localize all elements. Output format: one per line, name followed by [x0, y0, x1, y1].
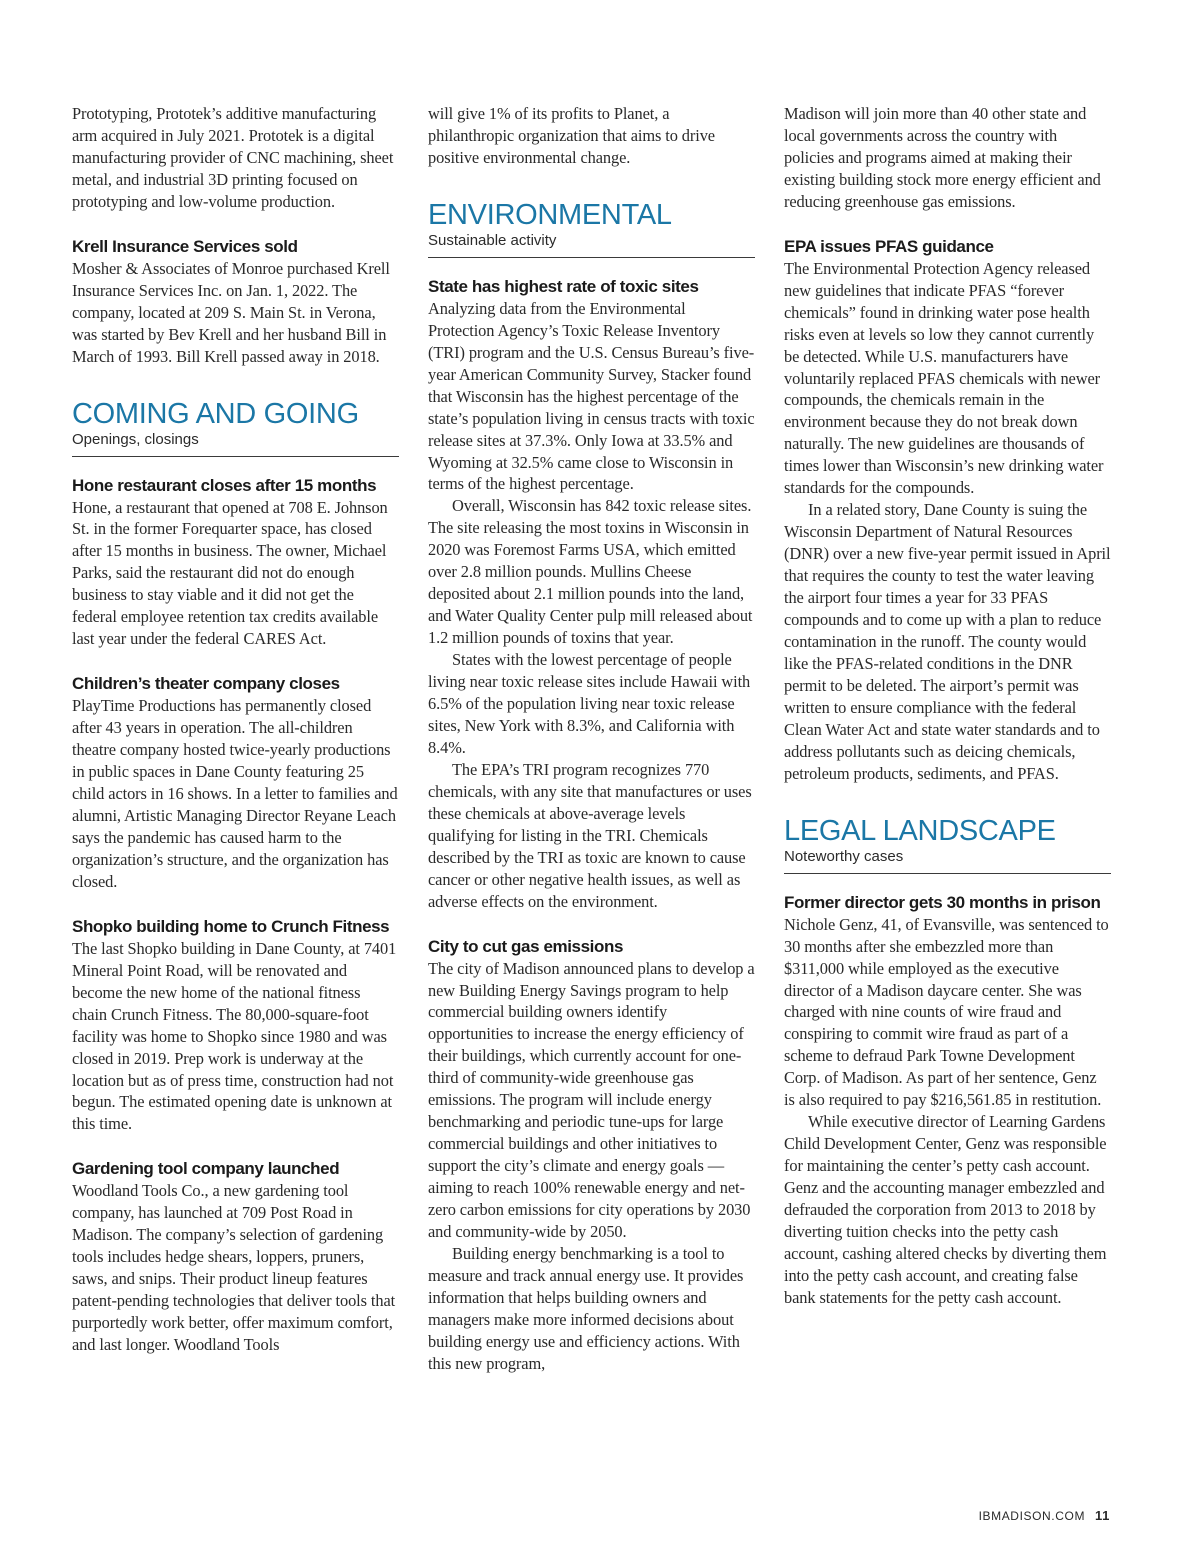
- article-headline: Former director gets 30 months in prison: [784, 892, 1101, 912]
- article-paragraph: Overall, Wisconsin has 842 toxic release sites. The site releasing the most toxins in Wisconsin in 2020 was Foremost Farms USA, which emitted over 2.8 million pounds. Mullins Cheese deposited about 2.1 million pounds into the land, and Water Quality Center pulp mill released about 1.2 million pounds of toxins that year.: [428, 496, 753, 648]
- page-number: 11: [1095, 1508, 1110, 1523]
- article-body: will give 1% of its profits to Planet, a philanthropic organization that aims to drive positive environmental change.: [428, 104, 715, 167]
- article-paragraph: Building energy benchmarking is a tool to measure and track annual energy use. It provides information that helps building owners and managers make more informed decisions about building energy use and efficiency actions. With this new program,: [428, 1243, 744, 1373]
- article-theater: [72, 672, 399, 893]
- article-headline: State has highest rate of toxic sites: [428, 276, 699, 296]
- article-woodland-continued: [428, 103, 755, 169]
- article-headline: Hone restaurant closes after 15 months: [72, 475, 377, 495]
- article-headline: Gardening tool company launched: [72, 1159, 340, 1179]
- article-body: Mosher & Associates of Monroe purchased Krell Insurance Services Inc. on Jan. 1, 2022. The company, located at 209 S. Main St. in Verona, was started by Bev Krell and her husband Bill in March of 1993. Bill Krell passed away in 2018.: [72, 258, 390, 366]
- article-headline: Shopko building home to Crunch Fitness: [72, 916, 390, 936]
- column-2: [428, 103, 755, 1397]
- article-gas-emissions: [428, 935, 755, 1375]
- section-subtitle: Openings, closings: [72, 430, 399, 457]
- article-paragraph: In a related story, Dane County is suing the Wisconsin Department of Natural Resources (DNR) over a new five-year permit issued in April that requires the county to test the water leaving the airport four times a year for 33 PFAS compounds and to come up with a plan to reduce contamination in the runoff. The county would like the PFAS-related conditions in the DNR permit to be deleted. The airport’s permit was written to ensure compliance with the federal Clean Water Act and state water standards and to address pollutants such as deicing chemicals, petroleum products, sediments, and PFAS.: [784, 500, 1111, 783]
- article-paragraph: The EPA’s TRI program recognizes 770 chemicals, with any site that manufactures or uses these chemicals at above-average levels qualifying for listing in the TRI. Chemicals described by the TRI as toxic are known to cause cancer or other negative health issues, as well as adverse effects on the environment.: [428, 759, 752, 911]
- article-paragraph: The city of Madison announced plans to develop a new Building Energy Savings program to help commercial building owners identify opportunities to increase the energy efficiency of their buildings, which currently account for one-third of community-wide greenhouse gas emissions. The program will include energy benchmarking and periodic tune-ups for large commercial buildings and other initiatives to support the city’s climate and energy goals — aiming to reach 100% renewable energy and net-zero carbon emissions for city operations by 2030 and community-wide by 2050.: [428, 958, 755, 1241]
- page-footer: [979, 1508, 1110, 1523]
- article-body: Woodland Tools Co., a new gardening tool company, has launched at 709 Post Road in Madison. The company’s selection of gardening tools includes hedge shears, loppers, pruners, saws, and snips. Their product lineup features patent-pending technologies that deliver tools that purportedly work better, offer maximum comfort, and last longer. Woodland Tools: [72, 1181, 396, 1355]
- article-body: PlayTime Productions has permanently closed after 43 years in operation. The all-children theatre company hosted twice-yearly productions in public spaces in Dane County featuring 25 child actors in 16 shows. In a letter to families and alumni, Artistic Managing Director Reyane Leach says the pandemic has caused harm to the organization’s structure, and the organization has closed.: [72, 696, 398, 891]
- article-paragraph: While executive director of Learning Gardens Child Development Center, Genz was responsible for maintaining the center’s petty cash account. Genz and the accounting manager embezzled and defrauded the corporation from 2013 to 2018 by diverting tuition checks into the petty cash account, cashing altered checks by diverting them into the petty cash account, and creating false bank statements for the petty cash account.: [784, 1112, 1107, 1307]
- article-krell: [72, 235, 399, 368]
- section-legal-landscape: [784, 815, 1111, 874]
- section-environmental: [428, 199, 755, 258]
- article-body: Hone, a restaurant that opened at 708 E. Johnson St. in the former Forequarter space, has closed after 15 months in business. The owner, Michael Parks, said the restaurant did not do enough business to stay viable and it did not get the federal employee retention tax credits available last year under the federal CARES Act.: [72, 497, 388, 649]
- article-genz: [784, 891, 1111, 1309]
- article-body: The last Shopko building in Dane County, at 7401 Mineral Point Road, will be renovated and become the new home of the national fitness chain Crunch Fitness. The 80,000-square-foot facility was home to Shopko since 1980 and was closed in 2019. Prep work is underway at the location but as of press time, construction had not begun. The estimated opening date is unknown at this time.: [72, 938, 397, 1134]
- article-emissions-continued: [784, 103, 1111, 213]
- section-title: COMING AND GOING: [72, 397, 359, 430]
- section-title: ENVIRONMENTAL: [428, 198, 672, 231]
- article-body: Madison will join more than 40 other state and local governments across the country with policies and programs aimed at making their existing building stock more energy efficient and reducing greenhouse gas emissions.: [784, 104, 1101, 211]
- column-3: [784, 103, 1111, 1331]
- article-paragraph: The Environmental Protection Agency released new guidelines that indicate PFAS “forever chemicals” found in drinking water pose health risks even at levels so low they cannot currently be detected. While U.S. manufacturers have voluntarily replaced PFAS chemicals with newer compounds, the chemicals remain in the environment because they do not break down naturally. The new guidelines are thousands of times lower than Wisconsin’s new drinking water standards for the compounds.: [784, 258, 1104, 498]
- article-paragraph: Analyzing data from the Environmental Protection Agency’s Toxic Release Inventory (TRI) program and the U.S. Census Bureau’s five-year American Community Survey, Stacker found that Wisconsin has the highest percentage of the state’s population living in census tracts with toxic release sites at 37.3%. Only Iowa at 33.5% and Wyoming at 32.5% came close to Wisconsin in terms of the highest percentage.: [428, 298, 755, 494]
- article-paragraph: States with the lowest percentage of people living near toxic release sites include Hawaii with 6.5% of the population living near toxic release sites, New York with 8.3%, and California with 8.4%.: [428, 650, 751, 757]
- article-headline: EPA issues PFAS guidance: [784, 236, 994, 256]
- article-pfas: [784, 235, 1111, 785]
- article-shopko: [72, 915, 399, 1136]
- article-prototek-continued: [72, 103, 399, 213]
- article-hone: [72, 474, 399, 651]
- section-subtitle: Noteworthy cases: [784, 847, 1111, 874]
- article-headline: City to cut gas emissions: [428, 936, 623, 956]
- footer-site-link[interactable]: IBMADISON.COM: [978, 1509, 1086, 1523]
- article-paragraph: Nichole Genz, 41, of Evansville, was sentenced to 30 months after she embezzled more than $311,000 while employed as the executive director of a Madison daycare center. She was charged with nine counts of wire fraud and conspiring to commit wire fraud as part of a scheme to defraud Park Towne Development Corp. of Madison. As part of her sentence, Genz is also required to pay $216,561.85 in restitution.: [784, 914, 1109, 1110]
- section-title: LEGAL LANDSCAPE: [784, 814, 1056, 847]
- section-coming-and-going: [72, 398, 399, 457]
- article-body: Prototyping, Prototek’s additive manufacturing arm acquired in July 2021. Prototek is a digital manufacturing provider of CNC machining, sheet metal, and industrial 3D printing focused on prototyping and low-volume production.: [72, 104, 394, 211]
- article-gardening: [72, 1157, 399, 1356]
- article-toxic-sites: [428, 275, 755, 913]
- article-headline: Children’s theater company closes: [72, 674, 340, 694]
- column-1: [72, 103, 399, 1378]
- article-headline: Krell Insurance Services sold: [72, 236, 298, 256]
- section-subtitle: Sustainable activity: [428, 231, 755, 258]
